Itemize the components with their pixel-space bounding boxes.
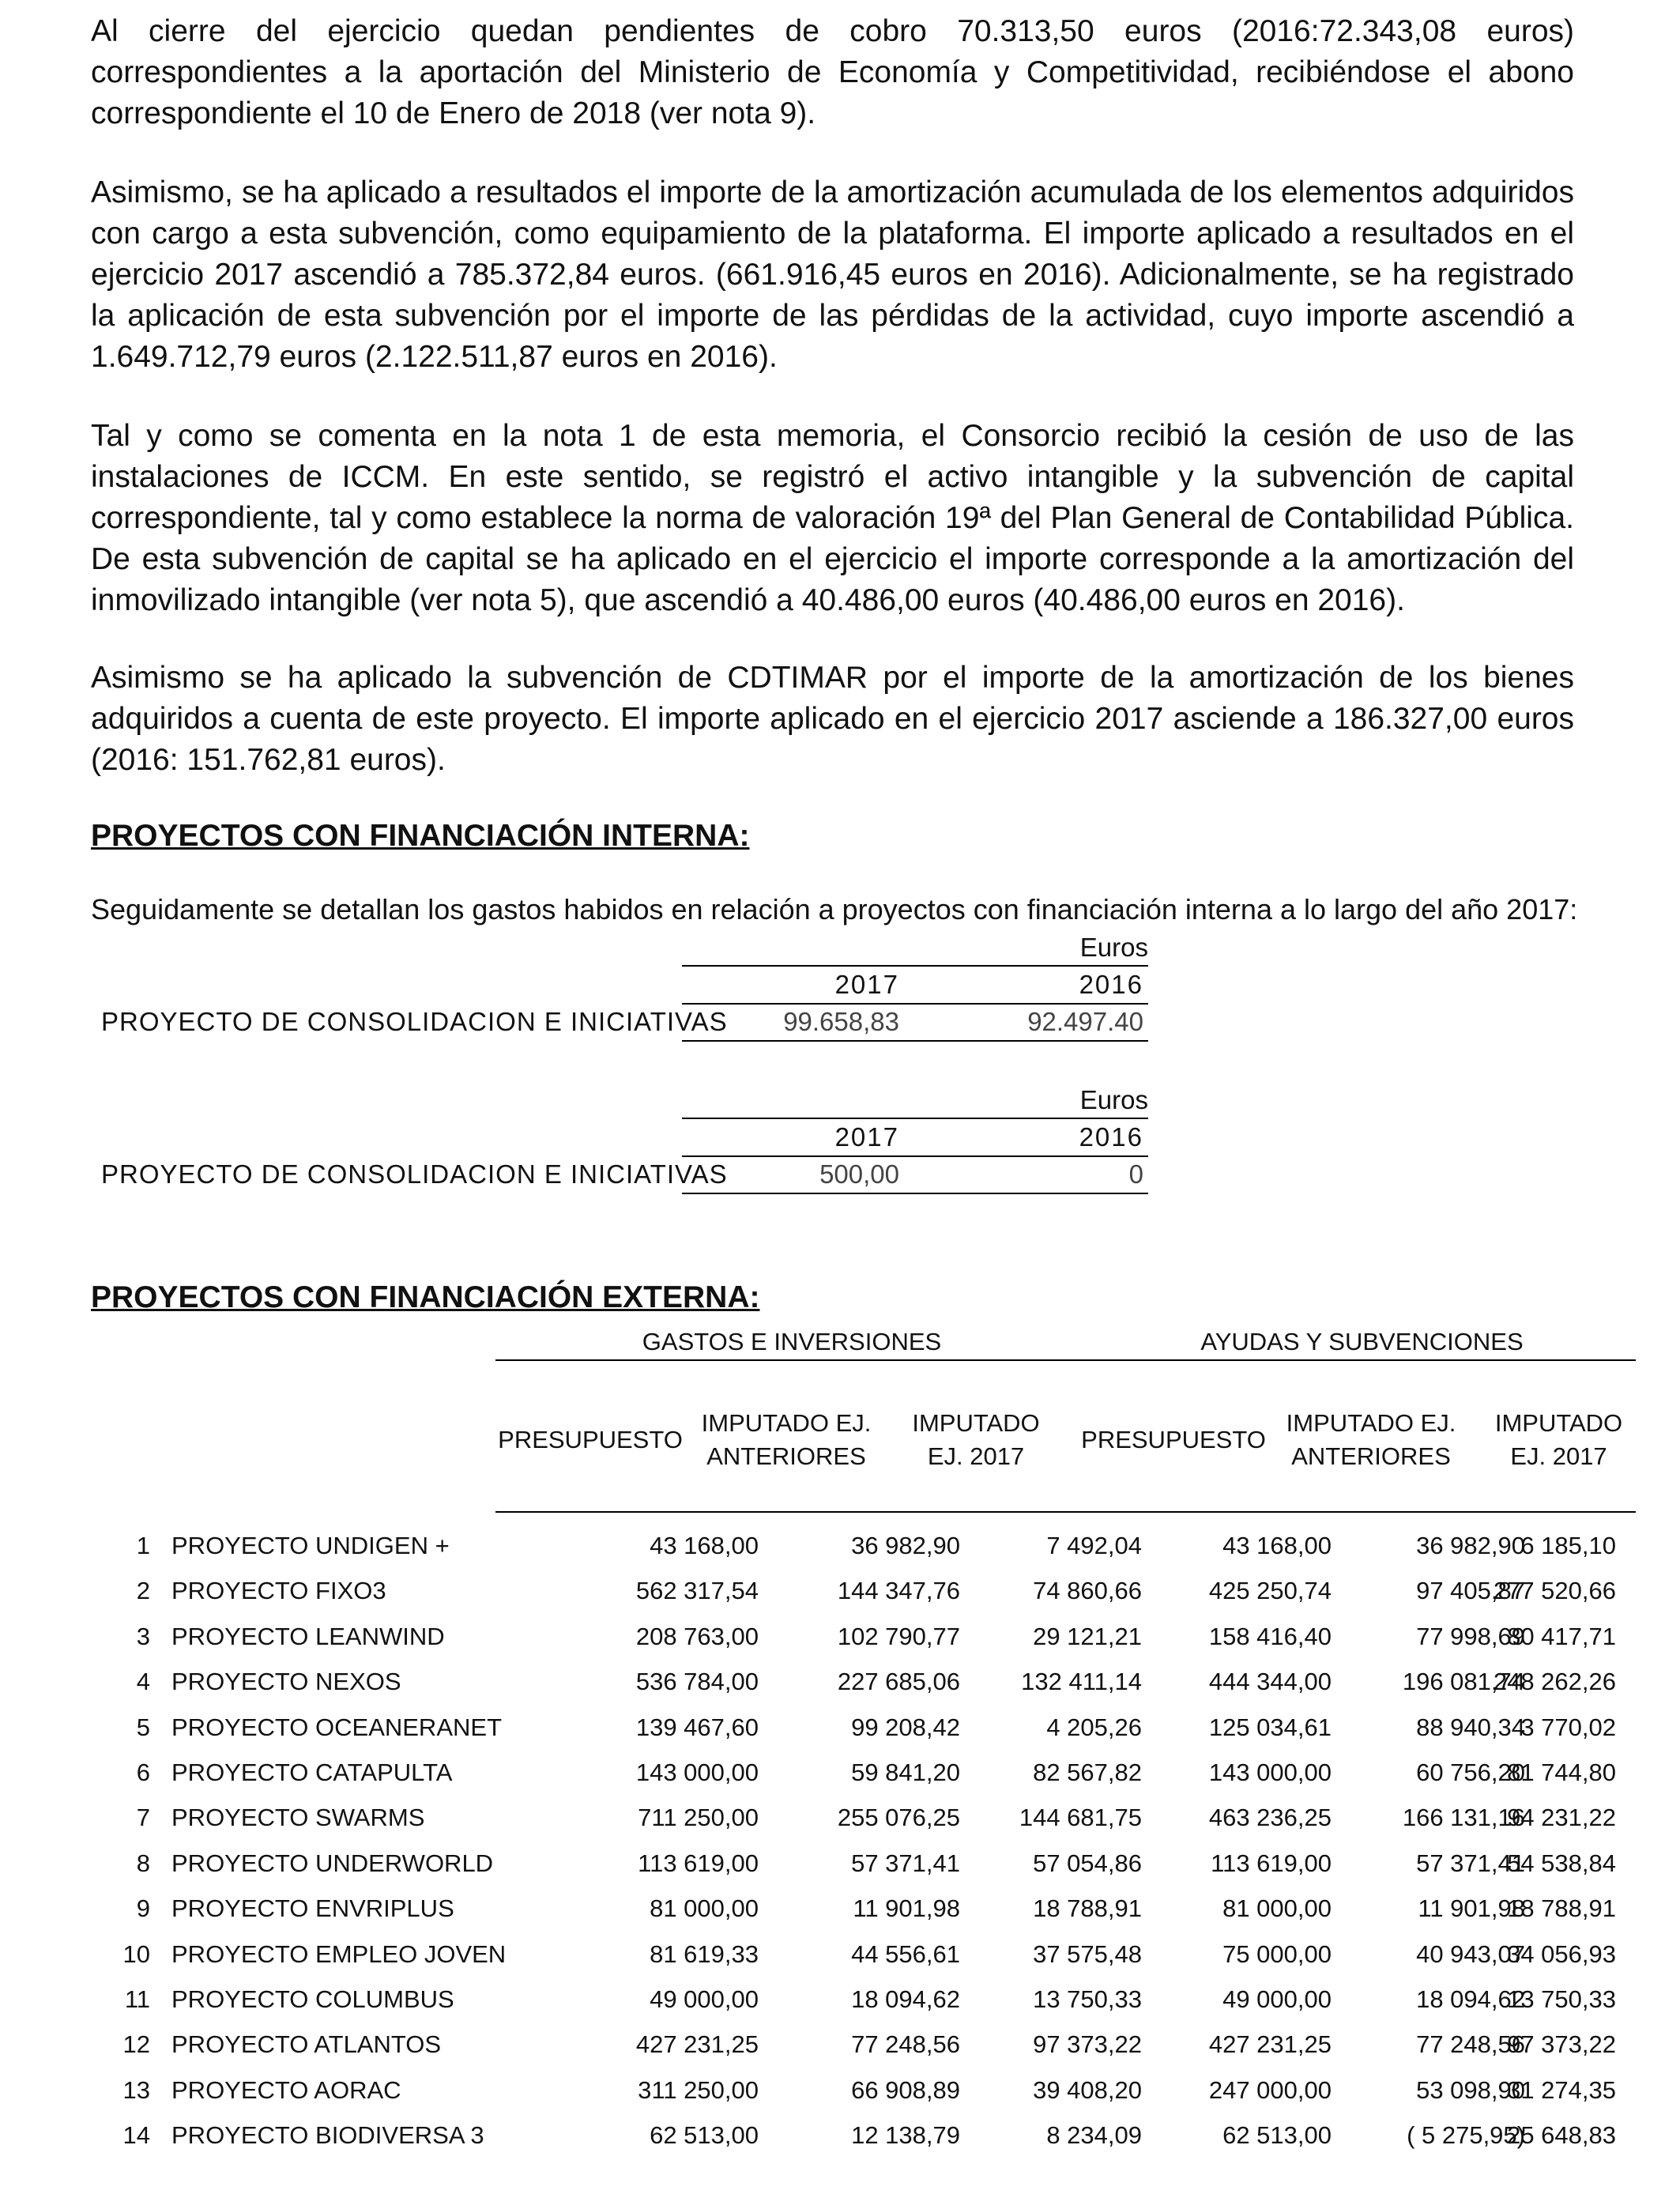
paragraph-3: Tal y como se comenta en la nota 1 de esta memoria, el Consorcio recibió la cesión de uso de las instalaciones de ICCM. En este sentido, se registró el activo intangible y la subvención de capital correspondiente, tal y como establece la norma de valoración 19ª del Plan General de Contabilidad Pública. De esta subvención de capital se ha aplicado en el ejercicio el importe corresponde a la amortización del inmovilizado intangible (ver nota 5), que ascendió a 40.486,00 euros (40.486,00 euros en 2016).	[91, 419, 1574, 617]
gastos-imputado-anteriores: 18 094,62	[851, 1985, 960, 2013]
gastos-presupuesto: 536 784,00	[635, 1668, 759, 1696]
ayudas-imputado-2017: 277 520,66	[1493, 1577, 1616, 1605]
ayudas-imputado-anteriores: 77 248,56	[1416, 2030, 1525, 2059]
gastos-imputado-anteriores: 255 076,25	[837, 1804, 960, 1832]
gastos-imputado-2017: 57 054,86	[1033, 1849, 1142, 1877]
ayudas-presupuesto: 427 231,25	[1208, 2030, 1332, 2059]
ayudas-imputado-anteriores: 88 940,34	[1416, 1713, 1525, 1741]
col-presupuesto-ayudas: PRESUPUESTO	[1081, 1426, 1266, 1453]
ayudas-presupuesto: 425 250,74	[1208, 1577, 1332, 1605]
ayudas-imputado-2017: 54 538,84	[1507, 1849, 1616, 1877]
col-imputado-2017-ayudas	[1482, 1407, 1636, 1473]
external-heading: PROYECTOS CON FINANCIACIÓN EXTERNA:	[91, 1280, 760, 1314]
row-number: 7	[136, 1804, 150, 1832]
row-number: 5	[136, 1713, 150, 1741]
ayudas-imputado-anteriores: ( 5 275,95)	[1407, 2121, 1525, 2150]
table-row	[91, 1759, 1636, 1803]
table-row	[91, 1623, 1636, 1667]
row-number: 9	[136, 1894, 150, 1923]
row-label: PROYECTO DE CONSOLIDACION E INICIATIVAS	[101, 1007, 728, 1036]
gastos-presupuesto: 49 000,00	[650, 1985, 759, 2013]
value-2016: 92.497.40	[1027, 1007, 1143, 1036]
project-name: PROYECTO ATLANTOS	[171, 2030, 442, 2059]
gastos-imputado-2017: 132 411,14	[1021, 1668, 1142, 1696]
unit-label: Euros	[1079, 1085, 1148, 1114]
row-number: 2	[136, 1577, 150, 1605]
gastos-imputado-2017: 97 373,22	[1033, 2030, 1142, 2059]
col-header-line1: IMPUTADO EJ.	[1286, 1409, 1456, 1437]
project-name: PROYECTO LEANWIND	[171, 1622, 445, 1650]
table-row	[91, 1668, 1636, 1712]
gastos-imputado-anteriores: 99 208,42	[851, 1713, 960, 1741]
year-2017: 2017	[834, 970, 899, 999]
project-name: PROYECTO OCEANERANET	[171, 1713, 503, 1741]
row-number: 10	[122, 1940, 150, 1968]
ayudas-imputado-2017: 31 274,35	[1507, 2075, 1616, 2104]
gastos-imputado-anteriores: 77 248,56	[851, 2030, 960, 2059]
project-name: PROYECTO FIXO3	[171, 1577, 386, 1605]
gastos-imputado-anteriores: 144 347,76	[837, 1577, 960, 1605]
row-number: 11	[124, 1985, 150, 2013]
ayudas-imputado-2017: 34 056,93	[1507, 1940, 1616, 1968]
table-row	[91, 1985, 1636, 2030]
table-row	[91, 1804, 1636, 1848]
year-2016: 2016	[1079, 970, 1143, 999]
gastos-presupuesto: 711 250,00	[638, 1804, 759, 1832]
gastos-imputado-2017: 8 234,09	[1046, 2121, 1142, 2150]
ayudas-imputado-anteriores: 97 405,87	[1416, 1577, 1525, 1605]
value-row	[682, 1156, 1148, 1194]
project-name: PROYECTO EMPLEO JOVEN	[171, 1940, 507, 1968]
ayudas-presupuesto: 49 000,00	[1222, 1985, 1332, 2013]
ayudas-presupuesto: 158 416,40	[1208, 1622, 1332, 1650]
ayudas-imputado-anteriores: 196 081,74	[1402, 1668, 1525, 1696]
gastos-presupuesto: 113 619,00	[638, 1849, 759, 1877]
table-row	[91, 1940, 1636, 1985]
value-row	[682, 1004, 1148, 1042]
gastos-imputado-anteriores: 44 556,61	[851, 1940, 960, 1968]
ayudas-presupuesto: 75 000,00	[1222, 1940, 1332, 1968]
ayudas-imputado-anteriores: 53 098,90	[1416, 2075, 1525, 2104]
gastos-imputado-2017: 7 492,04	[1046, 1532, 1142, 1559]
ayudas-presupuesto: 43 168,00	[1222, 1532, 1332, 1559]
table-row	[91, 1849, 1636, 1894]
ayudas-imputado-anteriores: 77 998,69	[1416, 1622, 1525, 1650]
ayudas-imputado-anteriores: 18 094,62	[1416, 1985, 1525, 2013]
row-number: 3	[136, 1622, 150, 1650]
gastos-imputado-anteriores: 227 685,06	[837, 1668, 960, 1696]
gastos-imputado-anteriores: 66 908,89	[851, 2075, 960, 2104]
project-name: PROYECTO COLUMBUS	[171, 1985, 454, 2013]
ayudas-imputado-2017: 18 788,91	[1507, 1894, 1616, 1923]
ayudas-imputado-2017: 13 750,33	[1507, 1985, 1616, 2013]
value-2016: 0	[1128, 1159, 1143, 1189]
col-header-line2: EJ. 2017	[927, 1442, 1025, 1470]
ayudas-imputado-2017: 25 648,83	[1507, 2121, 1616, 2150]
gastos-imputado-2017: 39 408,20	[1033, 2075, 1142, 2104]
project-name: PROYECTO UNDIGEN +	[171, 1532, 450, 1559]
col-imputado-2017	[897, 1407, 1055, 1473]
col-presupuesto: PRESUPUESTO	[498, 1426, 683, 1453]
project-name: PROYECTO ENVRIPLUS	[171, 1894, 454, 1923]
year-2017: 2017	[834, 1122, 899, 1152]
col-header-line1: IMPUTADO EJ.	[701, 1409, 872, 1437]
gastos-presupuesto: 43 168,00	[650, 1532, 759, 1559]
ayudas-imputado-anteriores: 166 131,16	[1402, 1804, 1525, 1832]
value-2017: 99.658,83	[783, 1007, 899, 1036]
paragraph-1: Al cierre del ejercicio quedan pendientes de cobro 70.313,50 euros (2016:72.343,08 euros) correspondientes a la aportación del Ministerio de Economía y Competitividad, recibiéndose el abono correspondiente el 10 de Enero de 2018 (ver nota 9).	[91, 14, 1574, 130]
gastos-imputado-2017: 144 681,75	[1019, 1804, 1142, 1832]
ayudas-presupuesto: 143 000,00	[1208, 1759, 1332, 1786]
unit-label: Euros	[1079, 933, 1148, 962]
internal-heading: PROYECTOS CON FINANCIACIÓN INTERNA:	[91, 819, 750, 853]
group-rule	[495, 1359, 1636, 1361]
col-imputado-anteriores	[691, 1407, 881, 1473]
gastos-presupuesto: 81 000,00	[650, 1894, 759, 1923]
value-2017: 500,00	[819, 1159, 899, 1189]
gastos-presupuesto: 427 231,25	[635, 2030, 759, 2059]
table-row	[91, 2121, 1636, 2166]
project-name: PROYECTO AORAC	[171, 2075, 401, 2104]
ayudas-imputado-2017: 6 185,10	[1520, 1532, 1616, 1559]
gastos-presupuesto: 81 619,33	[650, 1940, 759, 1968]
year-header	[682, 1118, 1148, 1157]
table-row	[91, 1532, 1636, 1576]
year-header	[682, 965, 1148, 1005]
col-header-line1: IMPUTADO	[912, 1409, 1040, 1437]
ayudas-presupuesto: 247 000,00	[1208, 2075, 1332, 2104]
ayudas-imputado-anteriores: 57 371,41	[1416, 1849, 1525, 1877]
gastos-imputado-2017: 82 567,82	[1033, 1759, 1142, 1786]
gastos-presupuesto: 311 250,00	[638, 2075, 759, 2104]
group-gastos: GASTOS E INVERSIONES	[642, 1328, 942, 1355]
table-row	[91, 1713, 1636, 1758]
gastos-presupuesto: 208 763,00	[635, 1622, 759, 1650]
project-name: PROYECTO SWARMS	[171, 1804, 425, 1832]
group-ayudas: AYUDAS Y SUBVENCIONES	[1200, 1328, 1524, 1355]
ayudas-imputado-2017: 94 231,22	[1507, 1804, 1616, 1832]
gastos-imputado-2017: 37 575,48	[1033, 1940, 1142, 1968]
gastos-imputado-anteriores: 11 901,98	[853, 1894, 960, 1923]
gastos-imputado-anteriores: 36 982,90	[851, 1532, 960, 1559]
gastos-imputado-2017: 4 205,26	[1046, 1713, 1142, 1741]
row-number: 8	[136, 1849, 150, 1877]
col-imputado-anteriores-ayudas	[1276, 1407, 1466, 1473]
ayudas-presupuesto: 444 344,00	[1208, 1668, 1332, 1696]
gastos-imputado-2017: 29 121,21	[1033, 1622, 1142, 1650]
project-name: PROYECTO BIODIVERSA 3	[171, 2121, 484, 2150]
gastos-presupuesto: 139 467,60	[635, 1713, 759, 1741]
project-name: PROYECTO CATAPULTA	[171, 1759, 453, 1786]
ayudas-imputado-anteriores: 11 901,98	[1418, 1894, 1525, 1923]
col-header-line2: ANTERIORES	[706, 1442, 866, 1470]
ayudas-imputado-anteriores: 40 943,07	[1416, 1940, 1525, 1968]
gastos-presupuesto: 562 317,54	[635, 1577, 759, 1605]
ayudas-imputado-2017: 80 417,71	[1507, 1622, 1616, 1650]
row-number: 13	[122, 2075, 150, 2104]
ayudas-imputado-2017: 81 744,80	[1507, 1759, 1616, 1786]
ayudas-presupuesto: 113 619,00	[1211, 1849, 1332, 1877]
header-rule	[495, 1511, 1636, 1513]
col-header-line2: EJ. 2017	[1510, 1442, 1607, 1470]
paragraph-2: Asimismo, se ha aplicado a resultados el importe de la amortización acumulada de los elementos adquiridos con cargo a esta subvención, como equipamiento de la plataforma. El importe aplicado a resultados en el ejercicio 2017 ascendió a 785.372,84 euros. (661.916,45 euros en 2016). Adicionalmente, se ha registrado la aplicación de esta subvención por el importe de las pérdidas de la actividad, cuyo importe ascendió a 1.649.712,79 euros (2.122.511,87 euros en 2016).	[91, 175, 1574, 374]
row-number: 6	[136, 1759, 150, 1786]
ayudas-presupuesto: 62 513,00	[1222, 2121, 1332, 2150]
gastos-imputado-anteriores: 12 138,79	[851, 2121, 960, 2150]
ayudas-presupuesto: 81 000,00	[1222, 1894, 1332, 1923]
row-number: 14	[122, 2121, 150, 2150]
year-2016: 2016	[1079, 1122, 1143, 1152]
project-name: PROYECTO UNDERWORLD	[171, 1849, 494, 1877]
ayudas-imputado-2017: 97 373,22	[1507, 2030, 1616, 2059]
ayudas-presupuesto: 463 236,25	[1208, 1804, 1332, 1832]
gastos-imputado-anteriores: 57 371,41	[851, 1849, 960, 1877]
gastos-imputado-2017: 13 750,33	[1033, 1985, 1142, 2013]
gastos-imputado-anteriores: 59 841,20	[851, 1759, 960, 1786]
col-header-line2: ANTERIORES	[1291, 1442, 1451, 1470]
gastos-imputado-anteriores: 102 790,77	[837, 1622, 960, 1650]
table-row	[91, 2030, 1636, 2075]
table-row	[91, 1894, 1636, 1939]
row-number: 1	[136, 1532, 150, 1559]
paragraph-4: Asimismo se ha aplicado la subvención de CDTIMAR por el importe de la amortización de los bienes adquiridos a cuenta de este proyecto. El importe aplicado en el ejercicio 2017 asciende a 186.327,00 euros (2016: 151.762,81 euros).	[91, 661, 1574, 777]
row-label: PROYECTO DE CONSOLIDACION E INICIATIVAS	[101, 1159, 728, 1189]
ayudas-imputado-2017: 248 262,26	[1493, 1668, 1616, 1696]
ayudas-presupuesto: 125 034,61	[1208, 1713, 1332, 1741]
gastos-presupuesto: 62 513,00	[650, 2121, 759, 2150]
ayudas-imputado-2017: 3 770,02	[1520, 1713, 1616, 1741]
ayudas-imputado-anteriores: 36 982,90	[1416, 1532, 1525, 1559]
table-row	[91, 2076, 1636, 2120]
project-name: PROYECTO NEXOS	[171, 1668, 401, 1696]
row-number: 12	[122, 2030, 150, 2059]
gastos-imputado-2017: 74 860,66	[1033, 1577, 1142, 1605]
gastos-presupuesto: 143 000,00	[635, 1759, 759, 1786]
col-header-line1: IMPUTADO	[1494, 1409, 1623, 1437]
row-number: 4	[136, 1668, 150, 1696]
gastos-imputado-2017: 18 788,91	[1033, 1894, 1142, 1923]
table-row	[91, 1577, 1636, 1621]
ayudas-imputado-anteriores: 60 756,20	[1416, 1759, 1525, 1786]
internal-intro: Seguidamente se detallan los gastos habidos en relación a proyectos con financiación interna a lo largo del año 2017:	[91, 893, 1578, 925]
